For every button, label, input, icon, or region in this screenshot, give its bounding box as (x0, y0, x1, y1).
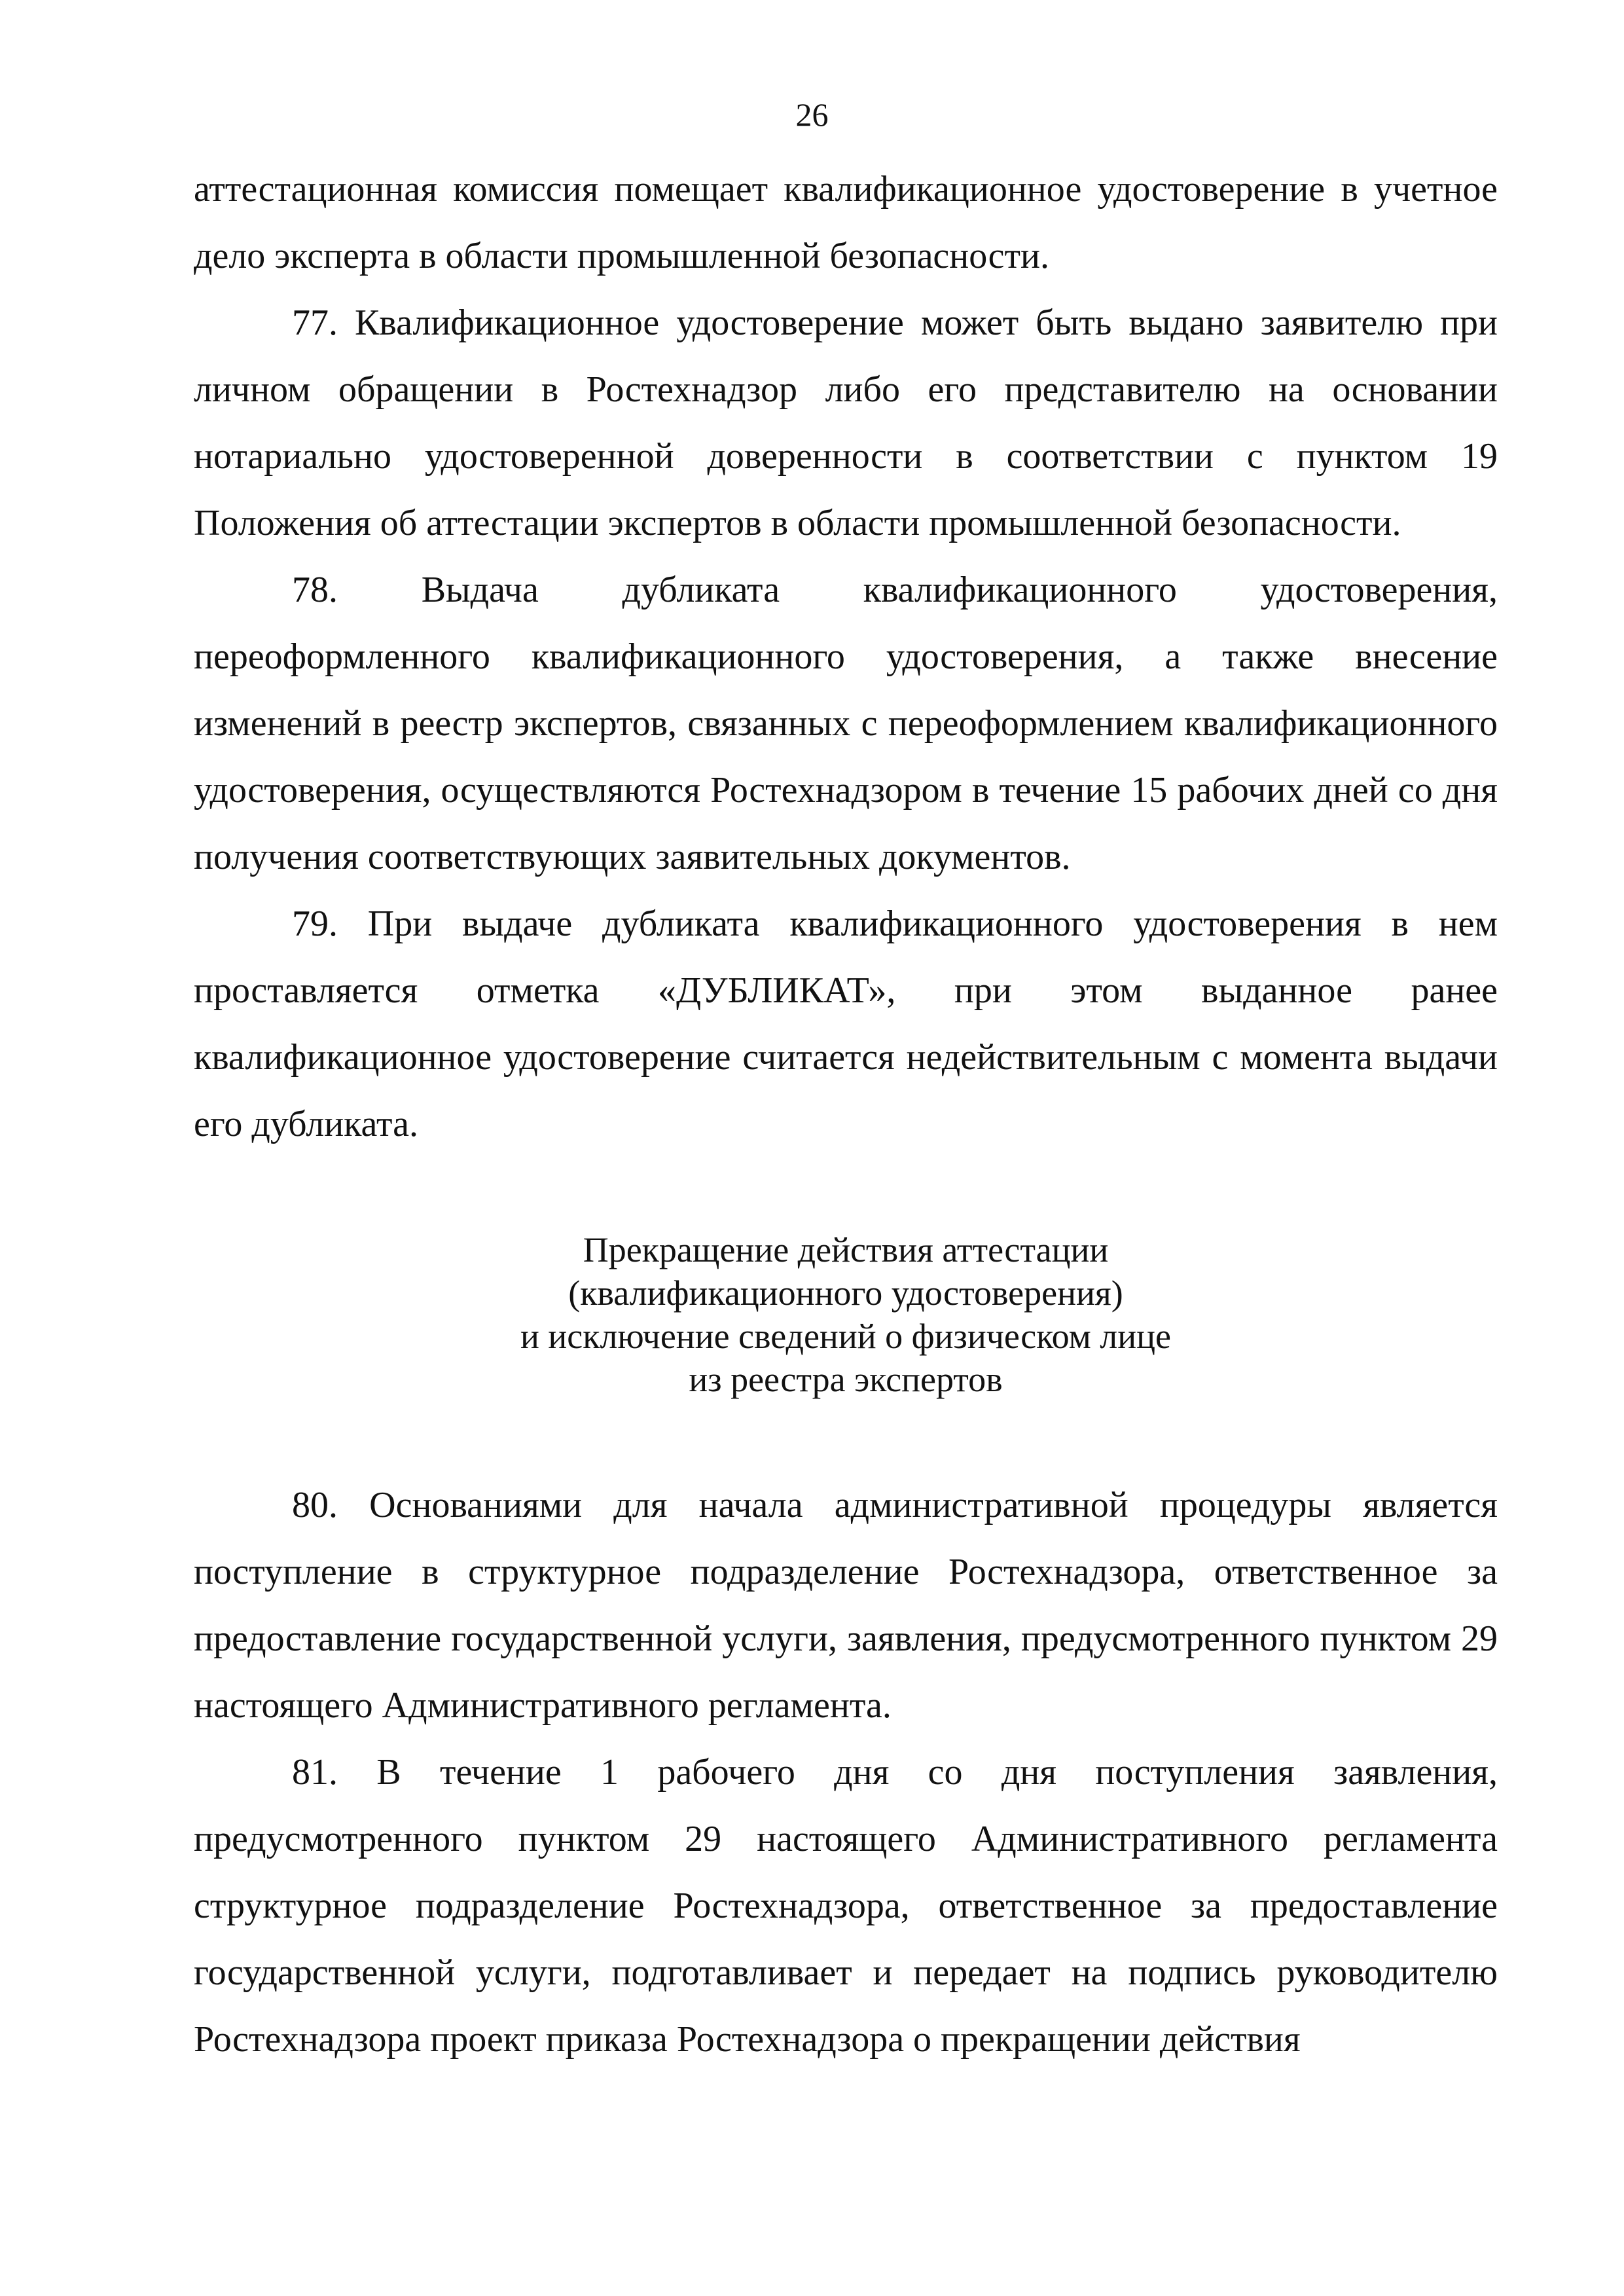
paragraph-continuation: аттестационная комиссия помещает квалификационное удостоверение в учетное дело эксперта в области промышленной безопасности. (194, 169, 1498, 276)
document-body (194, 156, 1498, 2073)
paragraph-77: 77. Квалификационное удостоверение может быть выдано заявителю при личном обращении в Ростехнадзор либо его представителю на основании нотариально удостоверенной доверенности в соответствии с пунктом 19 Положения об аттестации экспертов в области промышленной безопасности. (194, 302, 1498, 543)
heading-line: из реестра экспертов (689, 1360, 1003, 1399)
paragraph-80: 80. Основаниями для начала административной процедуры является поступление в структурное подразделение Ростехнадзора, ответственное за предоставление государственной услуги, заявления, предусмотренного пунктом 29 настоящего Административного регламента. (194, 1485, 1498, 1726)
page-number: 26 (795, 96, 829, 133)
section-heading (194, 1228, 1498, 1401)
paragraph-78: 78. Выдача дубликата квалификационного удостоверения, переоформленного квалификационного удостоверения, а также внесение изменений в реестр экспертов, связанных с переоформлением квалификационного удостоверения, осуществляются Ростехнадзором в течение 15 рабочих дней со дня получения соответствующих заявительных документов. (194, 570, 1498, 877)
heading-line: (квалификационного удостоверения) (568, 1273, 1123, 1313)
heading-line: Прекращение действия аттестации (583, 1230, 1109, 1269)
paragraph-81: 81. В течение 1 рабочего дня со дня поступления заявления, предусмотренного пунктом 29 настоящего Административного регламента структурное подразделение Ростехнадзора, ответственное за предоставление государственной услуги, подготавливает и передает на подпись руководителю Ростехнадзора проект приказа Ростехнадзора о прекращении действия (194, 1752, 1498, 2060)
paragraph-79: 79. При выдаче дубликата квалификационного удостоверения в нем проставляется отметка «ДУБЛИКАТ», при этом выданное ранее квалификационное удостоверение считается недействительным с момента выдачи его дубликата. (194, 903, 1498, 1144)
heading-line: и исключение сведений о физическом лице (520, 1317, 1172, 1356)
